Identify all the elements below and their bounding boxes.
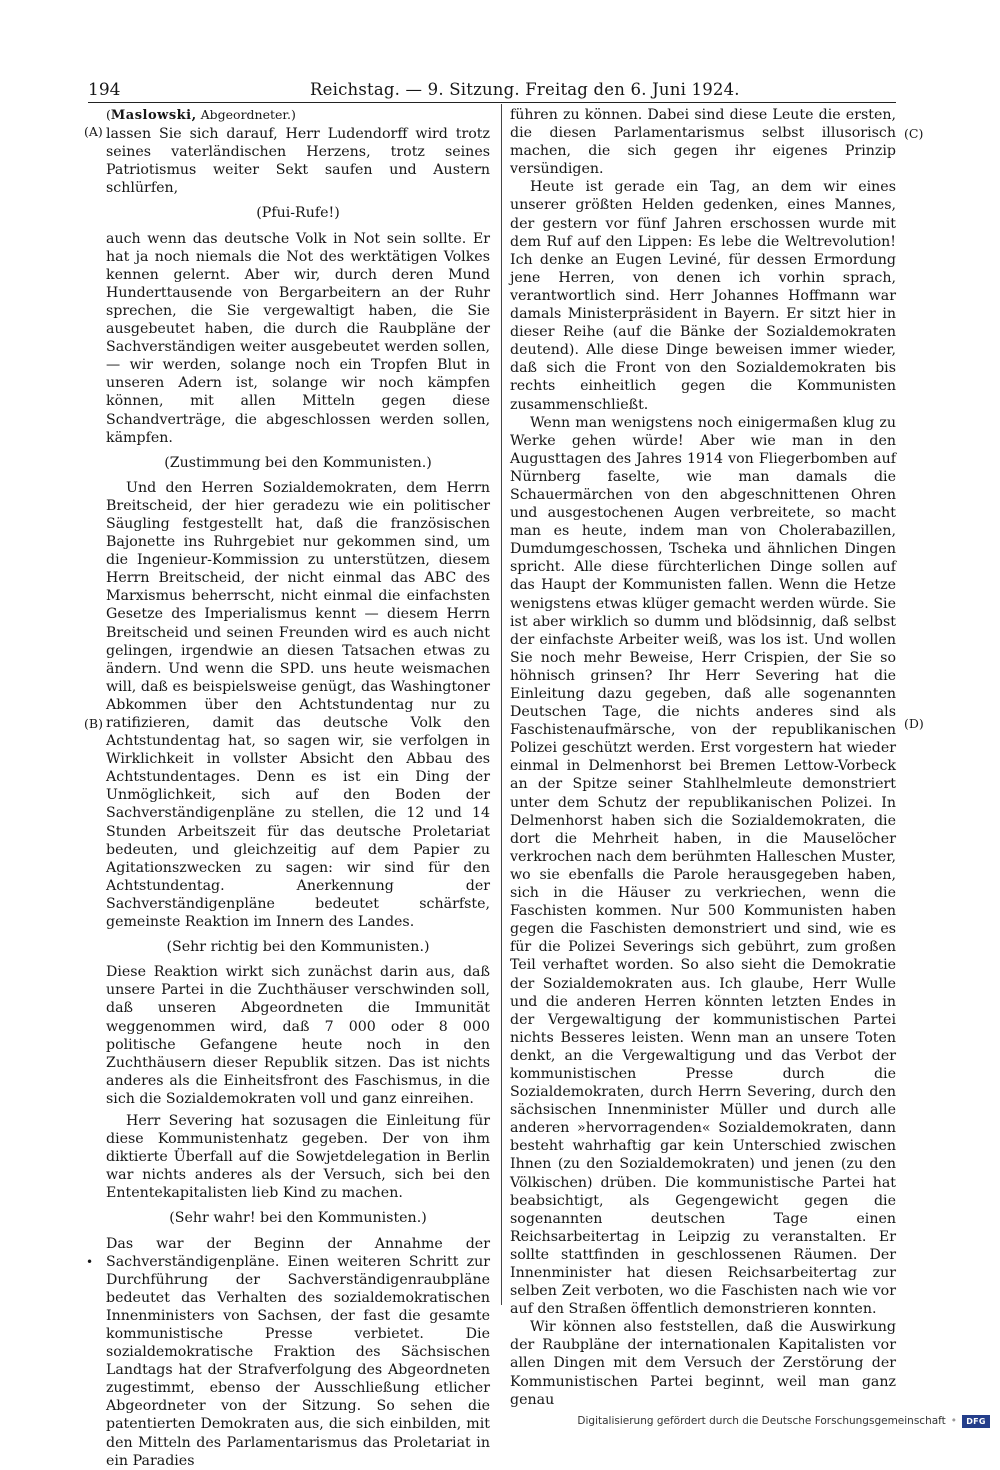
paragraph: Heute ist gerade ein Tag, an dem wir eines unserer größten Helden gedenken, eines Mannes, der gestern vor fünf Jahren erschossen wurde mit dem Ruf auf den Lippen: Es lebe die Weltrevolution! Ich denke an Eugen Leviné, für dessen Ermordung jene Herren, von denen ich vorhin sprach, verantwortlich sind. Herr Johannes Hoffmann war damals Ministerpräsident in Bayern. Er sitzt hier in dieser Reihe (auf die Bänke der Sozialdemokraten deutend). Alle diese Dinge beweisen immer wieder, daß sich die Front von den Sozialdemokraten bis rechts einheitlich gegen die Kommunisten zusammenschließt. bbox=[510, 179, 896, 413]
paragraph: Diese Reaktion wirkt sich zunächst darin aus, daß unsere Partei in die Zuchthäuser verschwinden soll, daß unseren Abgeordneten die Immunität weggenommen wird, daß 7 000 oder 8 000 politische Gefangene heute noch in den Zuchthäusern dieser Republik sitzen. Das ist nichts anderes als die Einheitsfront des Faschismus, in die sich die Sozialdemokraten voll und ganz einreihen. bbox=[106, 964, 490, 1107]
margin-marker-a: (A) bbox=[84, 124, 103, 139]
margin-marker-d: (D) bbox=[904, 716, 924, 731]
paragraph: Herr Severing hat sozusagen die Einleitung für diese Kommunistenhatz gegeben. Der von ihm diktierte Überfall auf die Sowjetdelegation in Berlin war nichts anderes als der Versuch, sich bei den Ententekapitalisten lieb Kind zu machen. bbox=[106, 1112, 490, 1202]
paragraph: Das war der Beginn der Annahme der Sachverständigenpläne. Einen weiteren Schritt zur Durchführung der Sachverständigenraubpläne bedeutet das Verhalten des sozialdemokratischen Innenministers von Sachsen, der fast die gesamte kommunistische Presse verbietet. Die sozialdemokratische Fraktion des Sächsischen Landtags hat der Strafverfolgung des Abgeordneten zugestimmt, ebenso der Ausschließung etlicher Abgeordneter von der Sitzung. So sehen die patentierten Demokraten aus, die sich einbilden, mit den Mitteln des Parlamentarismus das Proletariat in ein Paradies bbox=[106, 1235, 490, 1469]
margin-dot: • bbox=[86, 1255, 94, 1269]
margin-marker-b: (B) bbox=[84, 716, 103, 731]
speaker-paren: ( bbox=[106, 107, 111, 122]
paragraph: führen zu können. Dabei sind diese Leute die ersten, die diesen Parlamentarismus selbst illusorisch machen, die sich gegen ihr eigenes Prinzip versündigen. bbox=[510, 107, 896, 178]
stage-direction: (Sehr wahr! bei den Kommunisten.) bbox=[169, 1210, 427, 1227]
paragraph: lassen Sie sich darauf, Herr Ludendorff wird trotz seines vaterländischen Herzens, trotz seines Patriotismus weiter Sekt saufen und Austern schlürfen, bbox=[106, 126, 490, 197]
stage-direction: (Pfui-Rufe!) bbox=[256, 205, 340, 222]
running-head: Reichstag. — 9. Sitzung. Freitag den 6. Juni 1924. bbox=[310, 80, 740, 99]
header-rule bbox=[88, 102, 896, 103]
speaker-name: Maslowski, bbox=[110, 108, 197, 123]
footer-separator: • bbox=[950, 1415, 957, 1427]
paragraph: Wenn man wenigstens noch einigermaßen klug zu Werke gehen würde! Aber wie man in den Augusttagen des Jahres 1914 von Fliegerbomben auf Nürnberg faselte, wie man damals die Schauermärchen von den abgeschnittenen Ohren und ausgestochenen Augen verbreitete, so macht man es heute, indem man von Cholerabazillen, Dumdumgeschossen, Tscheka und ähnlichen Dingen spricht. Alle diese fürchterlichen Dinge sollen auf das Haupt der Kommunisten fallen. Wenn die Hetze wenigstens etwas klüger gemacht werden würde. Sie ist aber wirklich so dumm und blödsinnig, daß selbst der einfachste Arbeiter weiß, was los ist. Und wollen Sie noch mehr Beweise, Herr Crispien, der Sie so höhnisch grinsen? Ihr Herr Severing hat die Einleitung dazu gegeben, daß alle sogenannten Deutschen Tage, die nichts anderes sind als Faschistenaufmärsche, von der republikanischen Polizei geschützt werden. Erst vorgestern hat wieder einmal in Delmenhorst bei Bremen Lettow-Vorbeck an der Spitze seiner Stahlhelmleute demonstriert unter dem Schutz der republikanischen Polizei. In Delmenhorst haben sich die Sozialdemokraten, die dort die Mehrheit haben, in die Mauselöcher verkrochen nach dem berühmten Halleschen Muster, wo sie ebenfalls die Parole herausgegeben haben, sich in die Häuser zu verkriechen, wenn die Faschisten kommen. Nur 500 Kommunisten haben gegen die Faschisten demonstriert und sind, wie es für die Polizei Severings sich gebührt, zum großen Teil verhaftet worden. So also sieht die Demokratie der Sozialdemokraten aus. Ich glaube, Herr Wulle und die anderen Herren könnten letzten Endes in der Vergewaltigung der kommunistischen Partei nichts Besseres leisten. Wenn man an unsere Toten denkt, an die Vergewaltigung und das Verbot der kommunistischen Presse durch die Sozialdemokraten, durch Herrn Severing, durch den sächsischen Innenminister Müller und durch alle anderen »hervorragenden« Sozialdemokraten, dann besteht wahrhaftig gar kein Unterschied zwischen Ihnen (zu den Sozialdemokraten) und jenen (zu den Völkischen) drüben. Die kommunistische Partei hat beabsichtigt, als Gegengewicht gegen die sogenannten deutschen Tage einen Reichsarbeitertag in Leipzig zu veranstalten. Er sollte stattfinden in geschlossenen Räumen. Der Innenminister hat diesen Reichsarbeitertag zur selben Zeit verboten, wo die Faschisten nach wie vor auf den Straßen öffentlich demonstrieren konnten. bbox=[510, 414, 896, 1318]
speaker-line bbox=[106, 106, 490, 125]
stage-direction: (Sehr richtig bei den Kommunisten.) bbox=[166, 939, 430, 956]
speaker-role: Abgeordneter.) bbox=[200, 107, 296, 122]
column-separator bbox=[501, 104, 502, 1305]
page-number: 194 bbox=[88, 80, 121, 100]
footer bbox=[577, 1412, 990, 1430]
paragraph: Wir können also feststellen, daß die Auswirkung der Raubpläne der internationalen Kapitalisten vor allen Dingen mit dem Versuch der Zerstörung der Kommunistischen Partei beginnt, weil man ganz genau bbox=[510, 1319, 896, 1408]
stage-direction: (Zustimmung bei den Kommunisten.) bbox=[164, 454, 432, 471]
paragraph: Und den Herren Sozialdemokraten, dem Herrn Breitscheid, der hier geradezu wie ein politischer Säugling festgestellt hat, daß die französischen Bajonette ins Ruhrgebiet nur gekommen sind, um die Ingenieur-Kommission zu unterstützen, diesem Herrn Breitscheid, der nicht einmal das ABC des Marxismus beherrscht, nicht einmal die einfachsten Gesetze des Imperialismus kennt — diesem Herrn Breitscheid und seinen Freunden wird es auch nicht gelingen, irgendwie an diesen Tatsachen etwas zu ändern. Und wenn die SPD. uns heute weismachen will, daß es beispielsweise genügt, das Washingtoner Abkommen über den Achtstundentag nur zu ratifizieren, damit das deutsche Volk den Achtstundentag hat, so sagen wir, sie verfolgen in Wirklichkeit in vollster Absicht den Abbau des Achtstundentages. Denn es ist ein Ding der Unmöglichkeit, sich auf den Boden der Sachverständigenpläne zu stellen, die 12 und 14 Stunden Arbeitszeit für das deutsche Proletariat bedeuten, und gleichzeitig auf dem Papier zu Agitationszwecken zu sagen: wir sind für den Achtstundentag. Anerkennung der Sachverständigenpläne bedeutet schärfste, gemeinste Reaktion im Innern des Landes. bbox=[106, 479, 490, 931]
margin-marker-c: (C) bbox=[904, 126, 924, 141]
right-column bbox=[510, 106, 896, 1409]
footer-text: Digitalisierung gefördert durch die Deutsche Forschungsgemeinschaft bbox=[577, 1415, 946, 1427]
paragraph: auch wenn das deutsche Volk in Not sein sollte. Er hat ja noch niemals die Not des werktätigen Volkes kennen gelernt. Aber wir, durch deren Mund Hunderttausende von Bergarbeitern an der Ruhr sprechen, die Sie vergewaltigt haben, die Sie ausgebeutet haben, die durch die Raubpläne der Sachverständigen weiter ausgebeutet werden sollen, — wir werden, solange noch ein Tropfen Blut in unseren Adern ist, solange wir noch kämpfen können, mit allen Mitteln gegen diese Schandverträge, die abgeschlossen werden sollen, kämpfen. bbox=[106, 230, 490, 446]
dfg-logo: DFG bbox=[962, 1415, 990, 1428]
left-column bbox=[106, 106, 490, 1470]
page-header bbox=[88, 78, 896, 104]
